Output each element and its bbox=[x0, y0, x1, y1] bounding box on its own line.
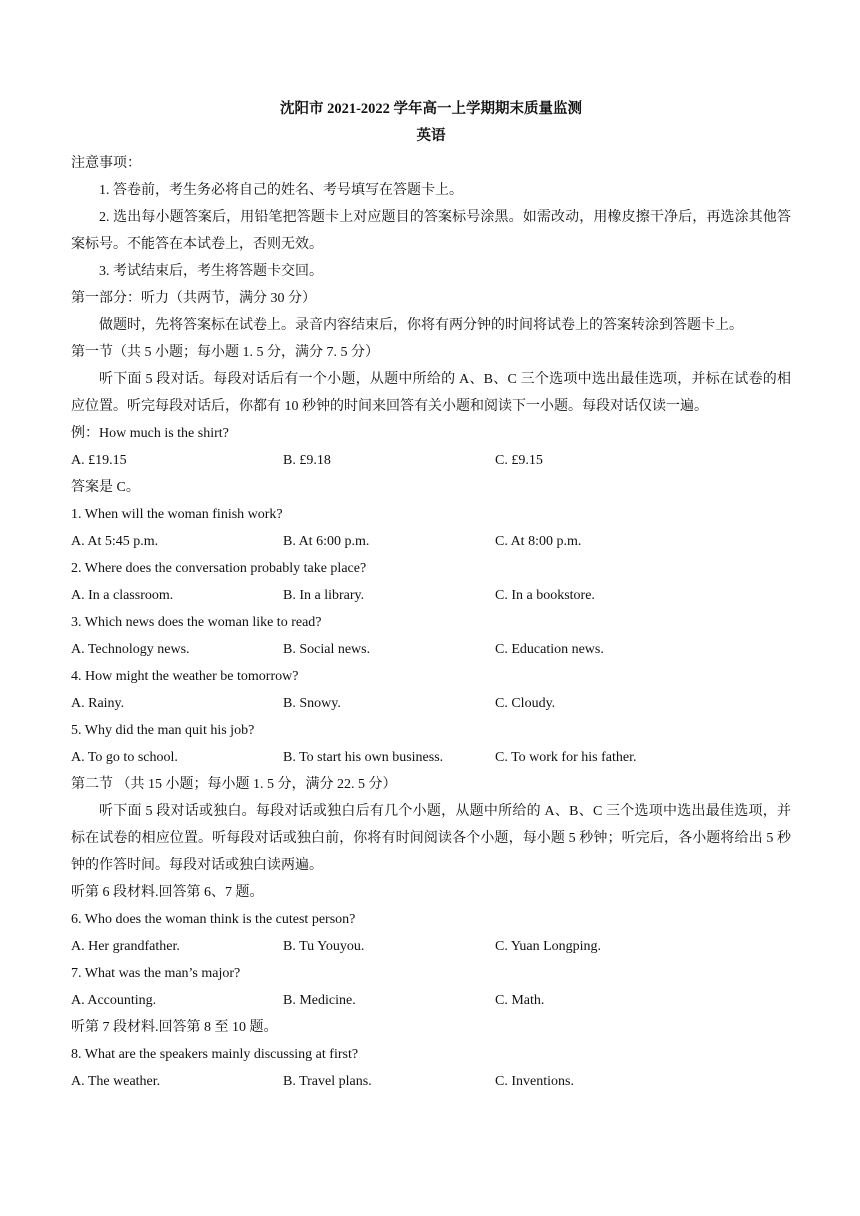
option-c: C. To work for his father. bbox=[495, 750, 637, 765]
option-c: C. Yuan Longping. bbox=[495, 939, 602, 954]
option-a: A. Rainy. bbox=[71, 696, 125, 711]
option-b: B. Medicine. bbox=[283, 993, 356, 1008]
question-options bbox=[71, 528, 791, 555]
note-item: 2. 选出每小题答案后，用铅笔把答题卡上对应题目的答案标号涂黑。如需改动，用橡皮擦干净后，再选涂其他答案标号。不能答在本试卷上，否则无效。 bbox=[71, 210, 791, 252]
option-b: B. Snowy. bbox=[283, 696, 341, 711]
example-options bbox=[71, 447, 791, 474]
section1-heading: 第一节（共 5 小题；每小题 1. 5 分，满分 7. 5 分） bbox=[71, 345, 379, 360]
section2-heading: 第二节 （共 15 小题；每小题 1. 5 分，满分 22. 5 分） bbox=[71, 777, 397, 792]
example-question: 例：How much is the shirt? bbox=[71, 426, 229, 441]
option-c: C. Inventions. bbox=[495, 1074, 574, 1089]
option-a: A. In a classroom. bbox=[71, 588, 174, 603]
section2-instruction: 听下面 5 段对话或独白。每段对话或独白后有几个小题，从题中所给的 A、B、C 三个选项中选出最佳选项，并标在试卷的相应位置。听每段对话或独白前，你将有时间阅读各个小题，每小题 5 秒钟；听完后，各小题将给出 5 秒钟的作答时间。每段对话或独白读两遍。 bbox=[71, 804, 791, 873]
option-b: B. Travel plans. bbox=[283, 1074, 372, 1089]
option-a: A. £19.15 bbox=[71, 453, 127, 468]
notes-heading: 注意事项： bbox=[71, 156, 141, 171]
part1-instruction: 做题时，先将答案标在试卷上。录音内容结束后，你将有两分钟的时间将试卷上的答案转涂到答题卡上。 bbox=[99, 318, 743, 333]
exam-page bbox=[71, 96, 791, 1095]
question-text: 7. What was the man’s major? bbox=[71, 966, 241, 981]
option-c: C. Math. bbox=[495, 993, 545, 1008]
option-b: B. To start his own business. bbox=[283, 750, 444, 765]
question-options bbox=[71, 744, 791, 771]
option-b: B. £9.18 bbox=[283, 453, 331, 468]
option-c: C. Education news. bbox=[495, 642, 604, 657]
option-a: A. Technology news. bbox=[71, 642, 190, 657]
question-options bbox=[71, 987, 791, 1014]
question-text: 5. Why did the man quit his job? bbox=[71, 723, 255, 738]
option-c: C. In a bookstore. bbox=[495, 588, 595, 603]
question-options bbox=[71, 1068, 791, 1095]
question-text: 2. Where does the conversation probably take place? bbox=[71, 561, 367, 576]
question-text: 1. When will the woman finish work? bbox=[71, 507, 283, 522]
option-a: A. The weather. bbox=[71, 1074, 161, 1089]
exam-title: 沈阳市 2021-2022 学年高一上学期期末质量监测 bbox=[279, 101, 583, 117]
question-text: 3. Which news does the woman like to read? bbox=[71, 615, 322, 630]
option-a: A. To go to school. bbox=[71, 750, 178, 765]
note-item: 1. 答卷前，考生务必将自己的姓名、考号填写在答题卡上。 bbox=[99, 183, 463, 198]
material-note: 听第 6 段材料.回答第 6、7 题。 bbox=[71, 885, 264, 900]
option-c: C. Cloudy. bbox=[495, 696, 556, 711]
section1-instruction: 听下面 5 段对话。每段对话后有一个小题，从题中所给的 A、B、C 三个选项中选出最佳选项，并标在试卷的相应位置。听完每段对话后，你都有 10 秒钟的时间来回答有关小题和阅读下一小题。每段对话仅读一遍。 bbox=[71, 372, 791, 414]
option-b: B. Social news. bbox=[283, 642, 371, 657]
subject-title: 英语 bbox=[416, 128, 446, 144]
option-c: C. £9.15 bbox=[495, 453, 543, 468]
question-text: 4. How might the weather be tomorrow? bbox=[71, 669, 299, 684]
option-c: C. At 8:00 p.m. bbox=[495, 534, 582, 549]
question-options bbox=[71, 582, 791, 609]
question-text: 6. Who does the woman think is the cutest person? bbox=[71, 912, 356, 927]
part1-heading: 第一部分：听力（共两节，满分 30 分） bbox=[71, 291, 316, 306]
option-b: B. In a library. bbox=[283, 588, 365, 603]
option-a: A. Her grandfather. bbox=[71, 939, 180, 954]
question-options bbox=[71, 690, 791, 717]
question-options bbox=[71, 636, 791, 663]
example-answer: 答案是 C。 bbox=[71, 480, 140, 495]
question-text: 8. What are the speakers mainly discussing at first? bbox=[71, 1047, 359, 1062]
material-note: 听第 7 段材料.回答第 8 至 10 题。 bbox=[71, 1020, 278, 1035]
option-b: B. At 6:00 p.m. bbox=[283, 534, 370, 549]
option-a: A. Accounting. bbox=[71, 993, 157, 1008]
option-a: A. At 5:45 p.m. bbox=[71, 534, 159, 549]
note-item: 3. 考试结束后，考生将答题卡交回。 bbox=[99, 264, 323, 279]
option-b: B. Tu Youyou. bbox=[283, 939, 365, 954]
question-options bbox=[71, 933, 791, 960]
